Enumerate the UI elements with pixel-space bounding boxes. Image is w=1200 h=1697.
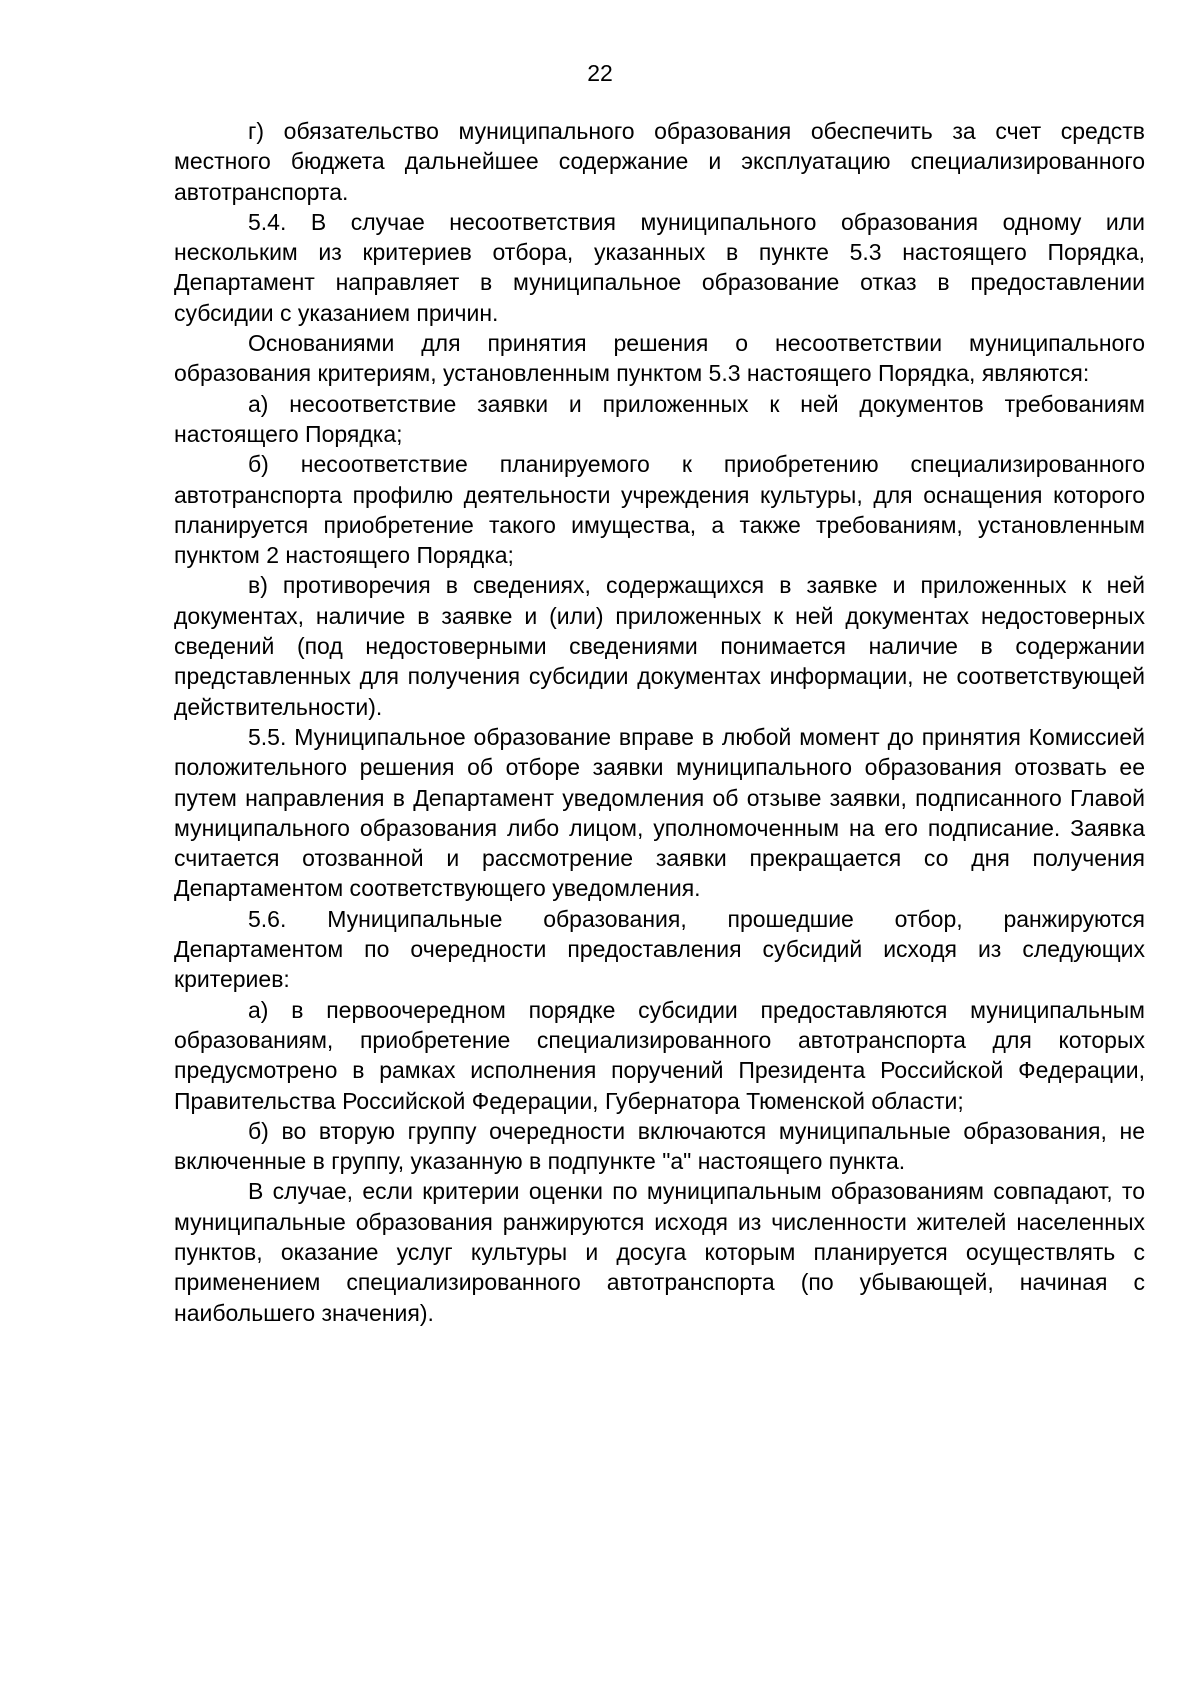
page-number: 22: [587, 60, 613, 86]
paragraph-tie-break: В случае, если критерии оценки по муниципальным образованиям совпадают, то муниципальные образования ранжируются исходя из численности жителей населенных пунктов, оказание услуг культуры и досуга которым планируется осуществлять с применением специализированного автотранспорта (по убывающей, начиная с наибольшего значения).: [174, 1178, 1145, 1326]
paragraph-5-4: 5.4. В случае несоответствия муниципального образования одному или нескольким из критериев отбора, указанных в пункте 5.3 настоящего Порядка, Департамент направляет в муниципальное образование отказ в предоставлении субсидии с указанием причин.: [174, 208, 1145, 326]
paragraph-5-6: 5.6. Муниципальные образования, прошедшие отбор, ранжируются Департаментом по очередности предоставления субсидий исходя из следующих критериев:: [174, 905, 1145, 993]
document-body: [174, 116, 1145, 1328]
paragraph-5-5: 5.5. Муниципальное образование вправе в любой момент до принятия Комиссией положительного решения об отборе заявки муниципального образования отозвать ее путем направления в Департамент уведомления об отзыве заявки, подписанного Главой муниципального образования либо лицом, уполномоченным на его подписание. Заявка считается отозванной и рассмотрение заявки прекращается со дня получения Департаментом соответствующего уведомления.: [174, 723, 1145, 902]
paragraph-grounds-b: б) несоответствие планируемого к приобретению специализированного автотранспорта профилю деятельности учреждения культуры, для оснащения которого планируется приобретение такого имущества, а также требованиям, установленным пунктом 2 настоящего Порядка;: [174, 451, 1145, 569]
paragraph-ranking-a: а) в первоочередном порядке субсидии предоставляются муниципальным образованиям, приобретение специализированного автотранспорта для которых предусмотрено в рамках исполнения поручений Президента Российской Федерации, Правительства Российской Федерации, Губернатора Тюменской области;: [174, 996, 1145, 1114]
paragraph-grounds-a: а) несоответствие заявки и приложенных к ней документов требованиям настоящего Порядка;: [174, 390, 1145, 447]
paragraph-grounds-v: в) противоречия в сведениях, содержащихся в заявке и приложенных к ней документах, наличие в заявке и (или) приложенных к ней документах недостоверных сведений (под недостоверными сведениями понимается наличие в содержании представленных для получения субсидии документах информации, не соответствующей действительности).: [174, 572, 1145, 720]
paragraph-ranking-b: б) во вторую группу очередности включаются муниципальные образования, не включенные в группу, указанную в подпункте "а" настоящего пункта.: [174, 1117, 1145, 1175]
paragraph-g-obligation: г) обязательство муниципального образования обеспечить за счет средств местного бюджета дальнейшее содержание и эксплуатацию специализированного автотранспорта.: [174, 118, 1145, 205]
paragraph-grounds: Основаниями для принятия решения о несоответствии муниципального образования критериям, установленным пунктом 5.3 настоящего Порядка, являются:: [174, 330, 1145, 387]
